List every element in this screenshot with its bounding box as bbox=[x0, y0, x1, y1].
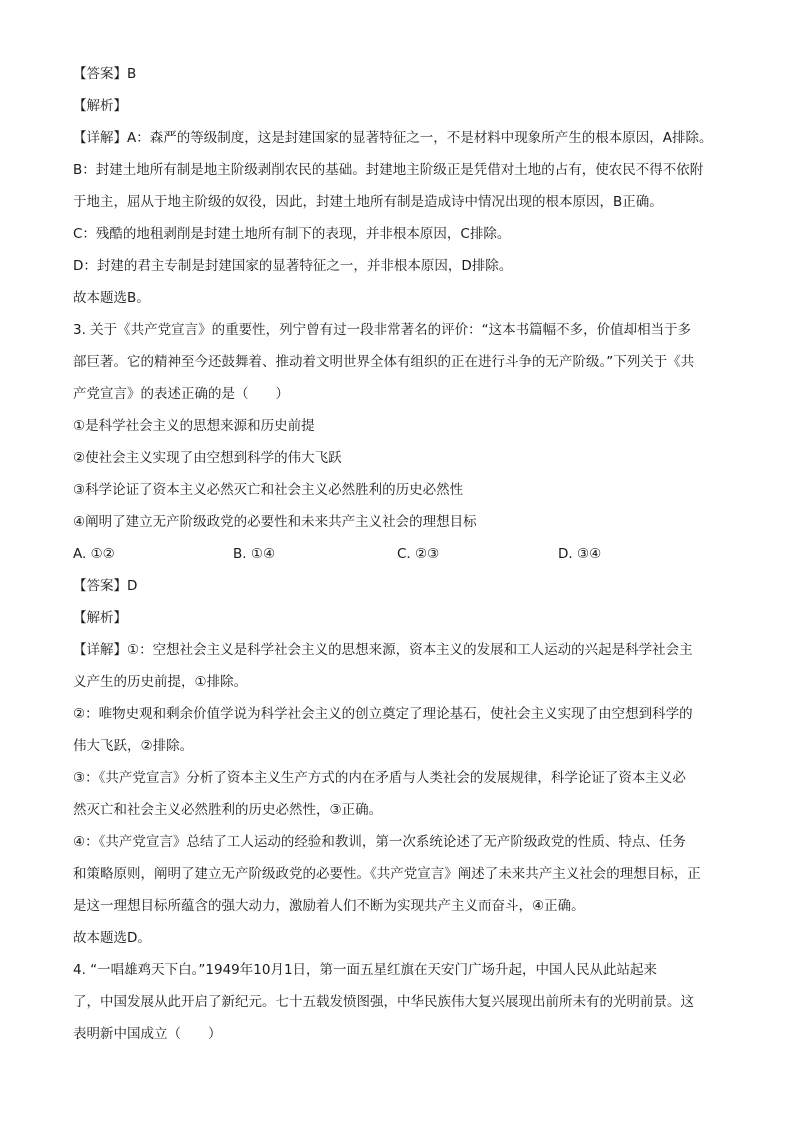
q3-stem-line: 3. 关于《共产党宣言》的重要性，列宁曾有过一段非常著名的评价：“这本书篇幅不多，价值却相当于多 bbox=[73, 322, 692, 338]
option-a[interactable]: A. ①② bbox=[73, 546, 115, 562]
answer-tag: 【答案】 bbox=[73, 578, 127, 594]
detail-tag: 【详解】 bbox=[73, 642, 127, 658]
q3-statement: ①是科学社会主义的思想来源和历史前提 bbox=[73, 418, 315, 434]
q3-statement: ②使社会主义实现了由空想到科学的伟大飞跃 bbox=[73, 450, 342, 466]
q3-analysis-tag: 【解析】 bbox=[73, 610, 127, 626]
q3-statement: ④阐明了建立无产阶级政党的必要性和未来共产主义社会的理想目标 bbox=[73, 514, 477, 530]
q3-options bbox=[73, 544, 733, 564]
q3-line: 和策略原则，阐明了建立无产阶级政党的必要性。《共产党宣言》阐述了未来共产主义社会的理想目标，正 bbox=[73, 866, 701, 882]
q2-detail-line bbox=[73, 128, 733, 148]
q3-answer-line bbox=[73, 576, 733, 596]
detail-text: ①：空想社会主义是科学社会主义的思想来源，资本主义的发展和工人运动的兴起是科学社会主 bbox=[127, 642, 693, 658]
q2-line: C：残酷的地租剥削是封建土地所有制下的表现，并非根本原因，C排除。 bbox=[73, 226, 511, 242]
q3-stem-line: 部巨著。它的精神至今还鼓舞着、推动着文明世界全体有组织的正在进行斗争的无产阶级。”下列关于《共 bbox=[73, 354, 695, 370]
answer-tag: 【答案】 bbox=[73, 66, 127, 82]
q3-line: ③：《共产党宣言》分析了资本主义生产方式的内在矛盾与人类社会的发展规律，科学论证了资本主义必 bbox=[73, 770, 686, 786]
q3-line: 然灭亡和社会主义必然胜利的历史必然性，③正确。 bbox=[73, 802, 383, 818]
q2-line: B：封建土地所有制是地主阶级剥削农民的基础。封建地主阶级正是凭借对土地的占有，使农民不得不依附 bbox=[73, 162, 704, 178]
q4-stem-line: 4. “一唱雄鸡天下白。”1949年10月1日，第一面五星红旗在天安门广场升起，中国人民从此站起来 bbox=[73, 962, 658, 978]
q3-line: 是这一理想目标所蕴含的强大动力，激励着人们不断为实现共产主义而奋斗，④正确。 bbox=[73, 898, 585, 914]
option-b[interactable]: B. ①④ bbox=[233, 546, 276, 562]
q3-stem-line: 产党宣言》的表述正确的是（ ） bbox=[73, 386, 289, 402]
q2-conclusion: 故本题选B。 bbox=[73, 290, 150, 306]
q3-line: ④：《共产党宣言》总结了工人运动的经验和教训，第一次系统论述了无产阶级政党的性质、特点、任务 bbox=[73, 834, 686, 850]
answer-value: B bbox=[127, 66, 137, 82]
detail-text: A：森严的等级制度，这是封建国家的显著特征之一，不是材料中现象所产生的根本原因，A排除。 bbox=[127, 130, 713, 146]
q2-answer-line bbox=[73, 64, 733, 84]
q3-line: 伟大飞跃，②排除。 bbox=[73, 738, 194, 754]
q2-analysis-tag: 【解析】 bbox=[73, 98, 127, 114]
option-d[interactable]: D. ③④ bbox=[558, 546, 602, 562]
q3-line: ②：唯物史观和剩余价值学说为科学社会主义的创立奠定了理论基石，使社会主义实现了由空想到科学的 bbox=[73, 706, 693, 722]
q4-stem-line: 了，中国发展从此开启了新纪元。七十五载发愤图强，中华民族伟大复兴展现出前所未有的光明前景。这 bbox=[73, 994, 694, 1010]
q2-line: 于地主，屈从于地主阶级的奴役，因此，封建土地所有制是造成诗中情况出现的根本原因，B正确。 bbox=[73, 194, 663, 210]
option-c[interactable]: C. ②③ bbox=[397, 546, 440, 562]
q3-statement: ③科学论证了资本主义必然灭亡和社会主义必然胜利的历史必然性 bbox=[73, 482, 464, 498]
q3-conclusion: 故本题选D。 bbox=[73, 930, 151, 946]
q2-line: D：封建的君主专制是封建国家的显著特征之一，并非根本原因，D排除。 bbox=[73, 258, 513, 274]
answer-value: D bbox=[127, 578, 138, 594]
q3-line: 义产生的历史前提，①排除。 bbox=[73, 674, 248, 690]
q3-detail-line bbox=[73, 640, 733, 660]
detail-tag: 【详解】 bbox=[73, 130, 127, 146]
q4-stem-line: 表明新中国成立（ ） bbox=[73, 1026, 222, 1042]
